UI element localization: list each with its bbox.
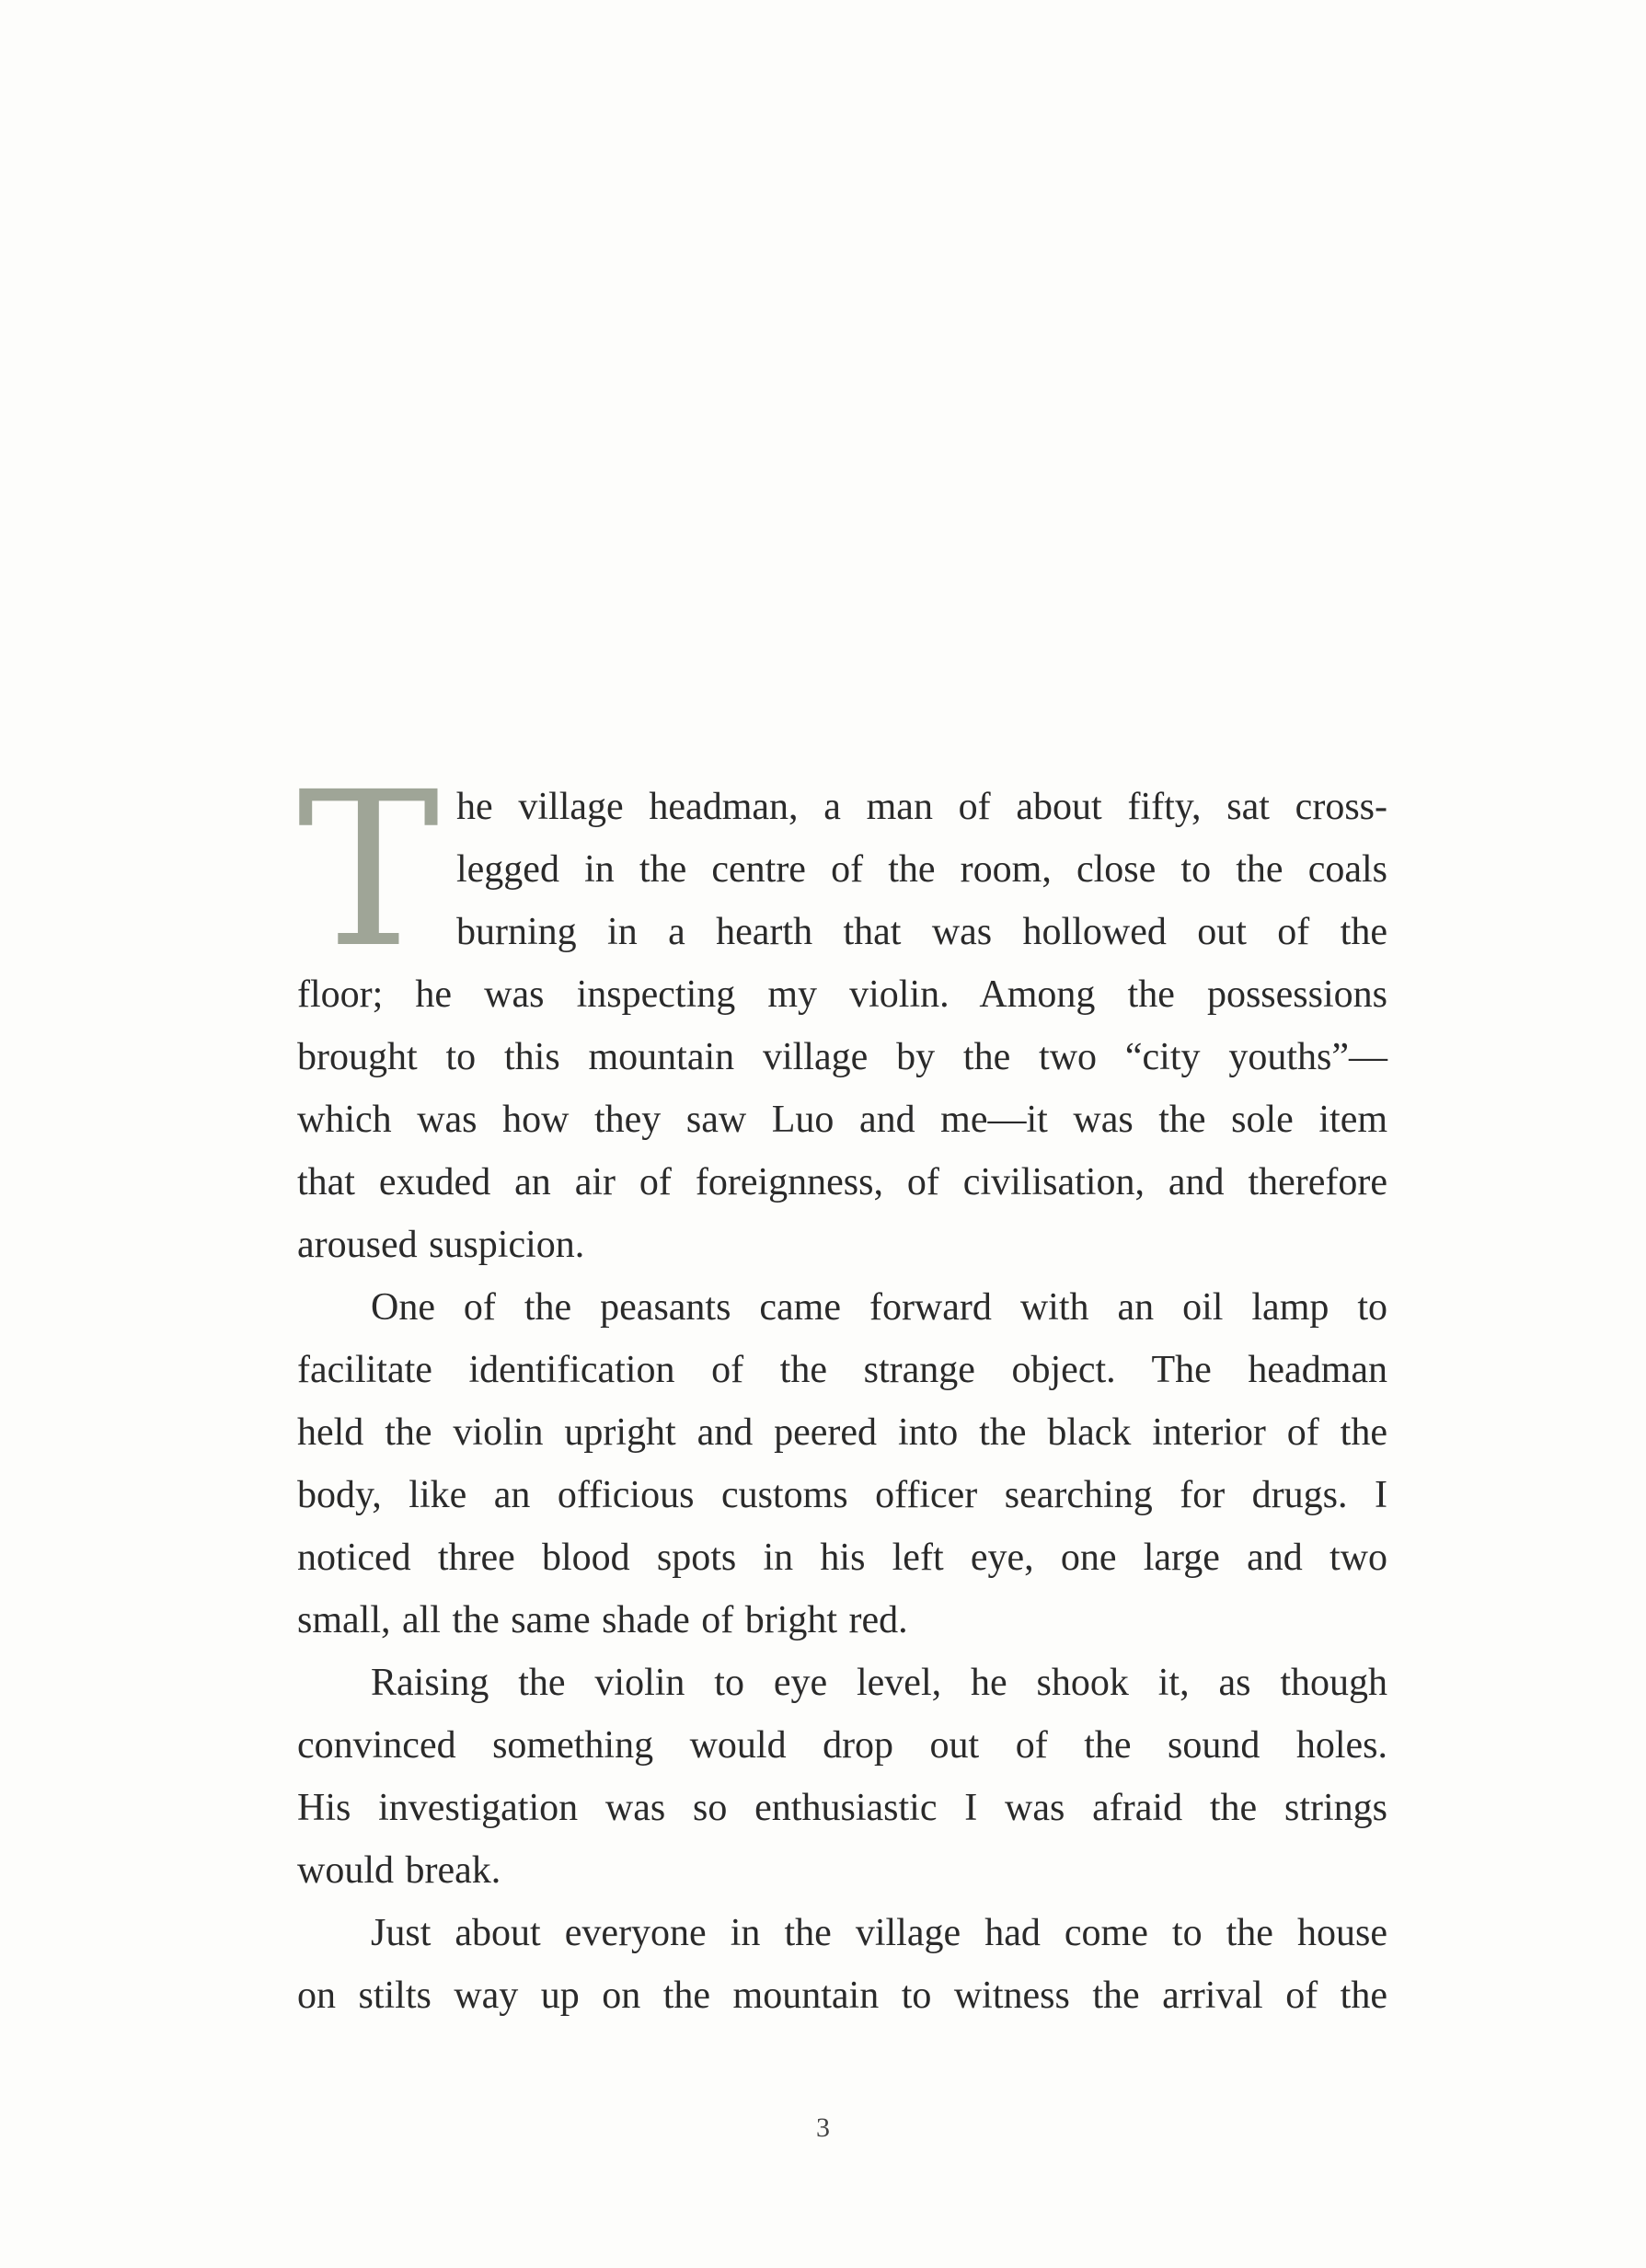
text-line: One of the peasants came forward with an oil lamp to (371, 1286, 1387, 1329)
drop-cap-lines (456, 776, 1387, 963)
text-line: would break. (297, 1849, 501, 1892)
text-line: burning in a hearth that was hollowed out of the (456, 911, 1387, 953)
text-line: he village headman, a man of about fifty, sat cross- (456, 786, 1387, 828)
text-line: His investigation was so enthusiastic I was afraid the strings (297, 1787, 1387, 1829)
page-number: 3 (816, 2113, 830, 2143)
text-line: convinced something would drop out of the sound holes. (297, 1724, 1387, 1767)
text-line: which was how they saw Luo and me—it was the sole item (297, 1099, 1387, 1141)
paragraph-1-continuation (297, 963, 1387, 1276)
text-line: facilitate identification of the strange object. The headman (297, 1349, 1387, 1391)
text-line: Raising the violin to eye level, he shook it, as though (371, 1662, 1387, 1704)
text-line: on stilts way up on the mountain to witness the arrival of the (297, 1974, 1387, 2017)
paragraph-2 (297, 1276, 1387, 1652)
paragraph-3 (297, 1652, 1387, 1902)
body-text (297, 746, 1387, 2027)
text-line: body, like an officious customs officer searching for drugs. I (297, 1474, 1387, 1516)
drop-cap-letter: T (297, 746, 440, 995)
text-line: that exuded an air of foreignness, of civilisation, and therefore (297, 1161, 1387, 1203)
text-line: floor; he was inspecting my violin. Among the possessions (297, 973, 1387, 1016)
paragraph-4 (297, 1902, 1387, 2027)
opening-paragraph (297, 746, 1387, 1276)
text-line: noticed three blood spots in his left eye, one large and two (297, 1537, 1387, 1579)
text-line: Just about everyone in the village had come to the house (371, 1912, 1387, 1954)
text-line: held the violin upright and peered into the black interior of the (297, 1411, 1387, 1454)
text-line: small, all the same shade of bright red. (297, 1599, 908, 1641)
text-line: brought to this mountain village by the two “city youths”— (297, 1036, 1387, 1078)
text-line: aroused suspicion. (297, 1224, 585, 1266)
text-line: legged in the centre of the room, close to the coals (456, 848, 1387, 891)
